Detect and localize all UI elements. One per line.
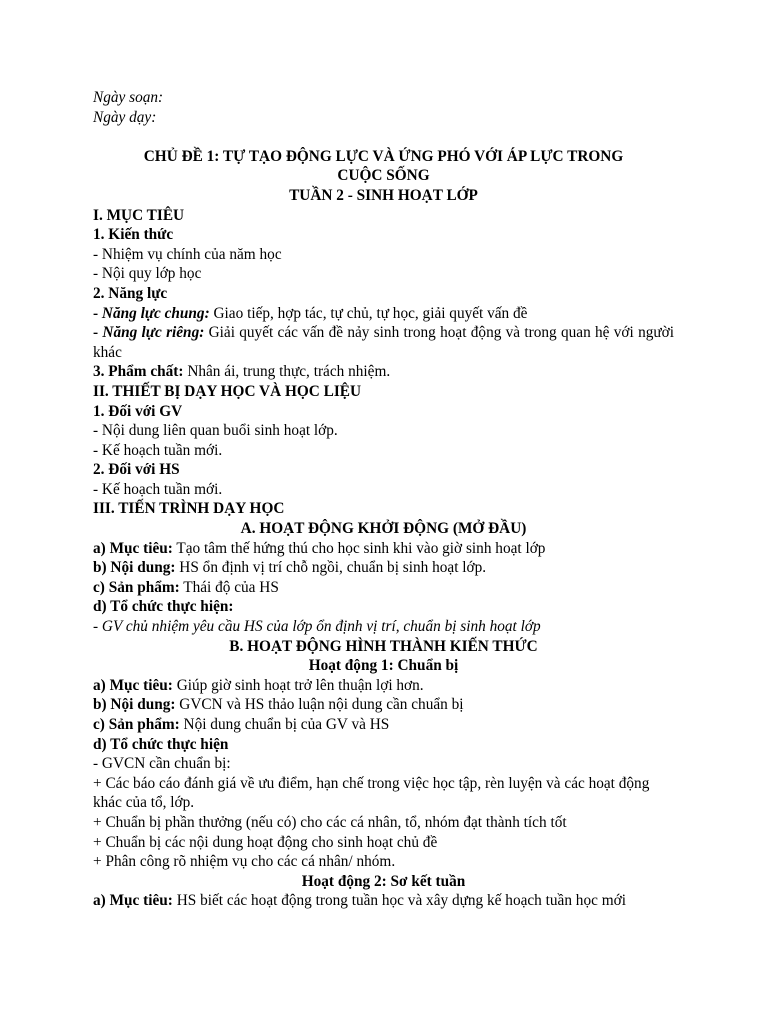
section-process-heading: III. TIẾN TRÌNH DẠY HỌC [93,500,285,518]
part-b-heading: B. HOẠT ĐỘNG HÌNH THÀNH KIẾN THỨC [229,637,538,655]
spacer [93,127,674,147]
part-a-implementation-heading: d) Tổ chức thực hiện: [93,598,234,616]
teacher-heading: 1. Đối với GV [93,402,183,420]
qualities-text: Nhân ái, trung thực, trách nhiệm. [183,363,391,381]
topic-title-line2: CUỘC SỐNG [337,167,430,185]
objective-label: a) Mục tiêu: [93,892,173,910]
activity-1-item: + Các báo cáo đánh giá về ưu điểm, hạn chế trong việc học tập, rèn luyện và các hoạt động khác của tổ, lớp. [93,774,650,812]
specific-competency: - Năng lực riêng: Giải quyết các vấn đề nảy sinh trong hoạt động và trong quan hệ với người khác [93,324,674,361]
objective-text: HS biết các hoạt động trong tuần học và xây dựng kế hoạch tuần học mới [172,892,626,910]
product-text: Thái độ của HS [179,578,279,596]
knowledge-heading: 1. Kiến thức [93,226,174,244]
topic-title-line1: CHỦ ĐỀ 1: TỰ TẠO ĐỘNG LỰC VÀ ỨNG PHÓ VỚI ÁP LỰC TRONG [143,147,624,165]
objective-text: Tạo tâm thế hứng thú cho học sinh khi vào giờ sinh hoạt lớp [172,539,546,557]
objective-text: Giúp giờ sinh hoạt trở lên thuận lợi hơn. [172,676,424,694]
content-label: b) Nội dung: [93,696,176,714]
activity-1-implementation-heading: d) Tổ chức thực hiện [93,735,229,753]
objective-label: a) Mục tiêu: [93,539,173,557]
activity-1-content [93,695,674,715]
part-a-product [93,578,674,598]
student-item: - Kế hoạch tuần mới. [93,480,223,498]
student-heading: 2. Đối với HS [93,461,180,479]
general-competency-text: Giao tiếp, hợp tác, tự chủ, tự học, giải quyết vấn đề [209,304,528,322]
product-label: c) Sản phẩm: [93,578,180,596]
activity-1-heading: Hoạt động 1: Chuẩn bị [308,657,459,675]
prep-date-line: Ngày soạn: [93,89,164,106]
section-objectives-heading: I. MỤC TIÊU [93,206,185,224]
week-title: TUẦN 2 - SINH HOẠT LỚP [289,186,478,204]
part-a-heading: A. HOẠT ĐỘNG KHỞI ĐỘNG (MỞ ĐẦU) [240,520,527,538]
competency-heading: 2. Năng lực [93,284,168,302]
activity-1-item: + Chuẩn bị các nội dung hoạt động cho sinh hoạt chủ đề [93,833,438,851]
section-equipment-heading: II. THIẾT BỊ DẠY HỌC VÀ HỌC LIỆU [93,382,362,400]
teacher-item: - Kế hoạch tuần mới. [93,441,223,459]
activity-1-objective [93,676,674,696]
qualities-label: 3. Phẩm chất: [93,363,184,381]
specific-competency-text: Giải quyết các vấn đề nảy sinh trong hoạt động và trong quan hệ với người khác [93,324,674,361]
part-a-implementation-item: - GV chủ nhiệm yêu cầu HS của lớp ổn định vị trí, chuẩn bị sinh hoạt lớp [93,618,541,636]
general-competency: - Năng lực chung: Giao tiếp, hợp tác, tự chủ, tự học, giải quyết vấn đề [93,304,528,322]
knowledge-item: - Nhiệm vụ chính của năm học [93,245,282,263]
activity-2-heading: Hoạt động 2: Sơ kết tuần [301,872,466,890]
teacher-item: - Nội dung liên quan buổi sinh hoạt lớp. [93,422,338,440]
content-label: b) Nội dung: [93,559,176,577]
specific-competency-label: Năng lực riêng: [102,324,205,342]
qualities [93,362,674,382]
activity-1-item: + Chuẩn bị phần thưởng (nếu có) cho các cá nhân, tổ, nhóm đạt thành tích tốt [93,813,567,831]
product-label: c) Sản phẩm: [93,716,180,733]
product-text: Nội dung chuẩn bị của GV và HS [179,716,390,733]
part-a-content [93,558,674,578]
content-text: GVCN và HS thảo luận nội dung cần chuẩn bị [175,696,464,714]
activity-1-product [93,715,674,735]
activity-2-objective [93,891,674,911]
knowledge-item: - Nội quy lớp học [93,265,202,283]
content-text: HS ổn định vị trí chỗ ngồi, chuẩn bị sinh hoạt lớp. [175,559,487,577]
part-a-objective [93,539,674,559]
activity-1-item: + Phân công rõ nhiệm vụ cho các cá nhân/ nhóm. [93,853,396,871]
objective-label: a) Mục tiêu: [93,676,173,694]
teach-date-line: Ngày dạy: [93,108,157,126]
activity-1-item: - GVCN cần chuẩn bị: [93,755,231,773]
general-competency-label: Năng lực chung: [101,304,210,322]
